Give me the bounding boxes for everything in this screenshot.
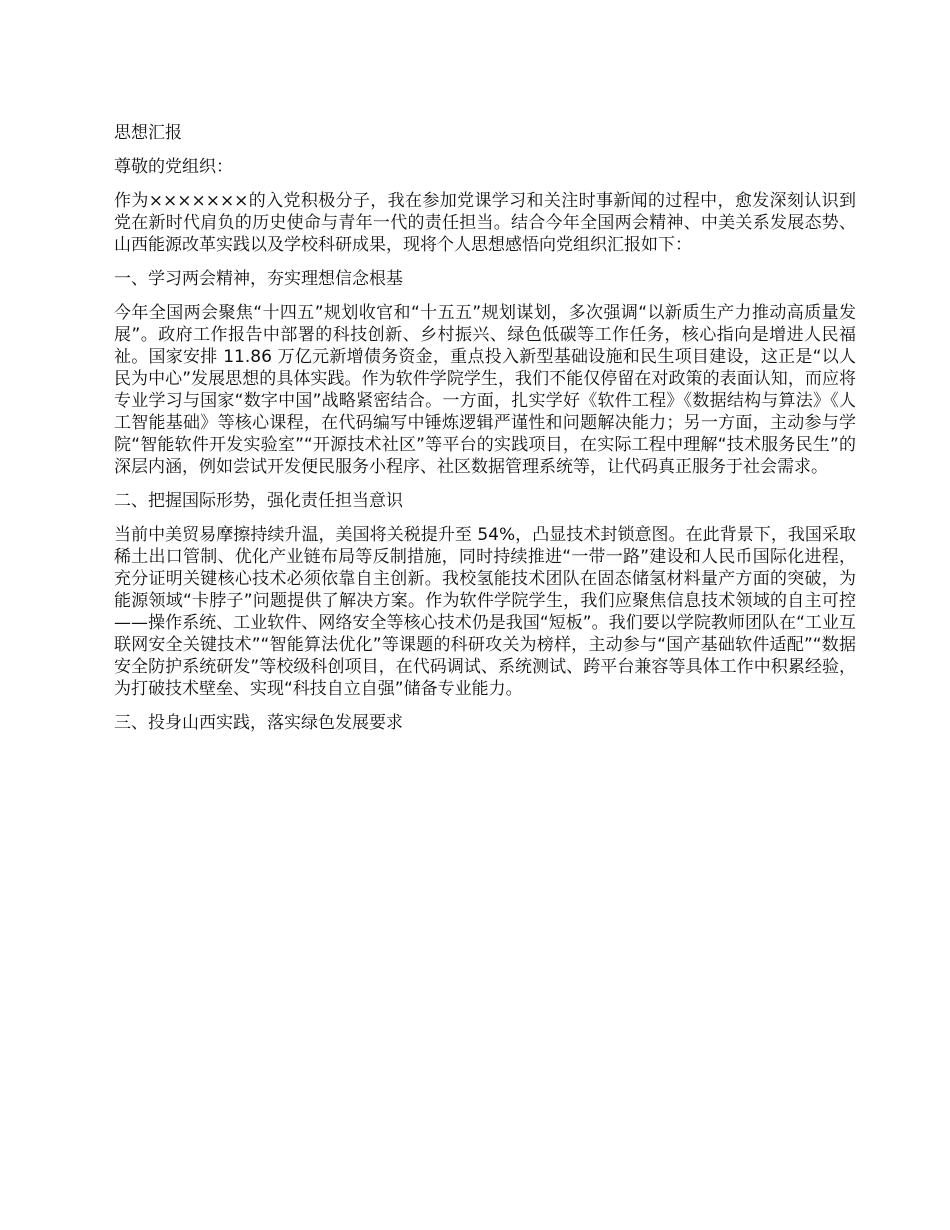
section-heading-3: 三、投身山西实践，落实绿色发展要求 — [114, 713, 403, 733]
section-heading-1: 一、学习两会精神，夯实理想信念根基 — [114, 269, 403, 289]
document-title: 思想汇报 — [114, 123, 182, 143]
salutation: 尊敬的党组织： — [114, 157, 233, 177]
intro-paragraph: 作为×××××××的入党积极分子，我在参加党课学习和关注时事新闻的过程中，愈发深刻认识到党在新时代肩负的历史使命与青年一代的责任担当。结合今年全国两会精神、中美关系发展态势、山西能源改革实践以及学校科研成果，现将个人思想感悟向党组织汇报如下： — [114, 191, 856, 255]
document-page — [114, 122, 856, 746]
section-body-1: 今年全国两会聚焦“十四五”规划收官和“十五五”规划谋划，多次强调“以新质生产力推动高质量发展”。政府工作报告中部署的科技创新、乡村振兴、绿色低碳等工作任务，核心指向是增进人民福祉。国家安排 11.86 万亿元新增债务资金，重点投入新型基础设施和民生项目建设，这正是“以人民为中心”发展思想的具体实践。作为软件学院学生，我们不能仅停留在对政策的表面认知，而应将专业学习与国家“数字中国”战略紧密结合。一方面，扎实学好《软件工程》《数据结构与算法》《人工智能基础》等核心课程，在代码编写中锤炼逻辑严谨性和问题解决能力；另一方面，主动参与学院“智能软件开发实验室”“开源技术社区”等平台的实践项目，在实际工程中理解“技术服务民生”的深层内涵，例如尝试开发便民服务小程序、社区数据管理系统等，让代码真正服务于社会需求。 — [114, 303, 856, 477]
section-body-2: 当前中美贸易摩擦持续升温，美国将关税提升至 54%，凸显技术封锁意图。在此背景下，我国采取稀土出口管制、优化产业链布局等反制措施，同时持续推进“一带一路”建设和人民币国际化进程，充分证明关键核心技术必须依靠自主创新。我校氢能技术团队在固态储氢材料量产方面的突破，为能源领域“卡脖子”问题提供了解决方案。作为软件学院学生，我们应聚焦信息技术领域的自主可控——操作系统、工业软件、网络安全等核心技术仍是我国“短板”。我们要以学院教师团队在“工业互联网安全关键技术”“智能算法优化”等课题的科研攻关为榜样，主动参与“国产基础软件适配”“数据安全防护系统研发”等校级科创项目，在代码调试、系统测试、跨平台兼容等具体工作中积累经验，为打破技术壁垒、实现“科技自立自强”储备专业能力。 — [114, 525, 856, 699]
section-heading-2: 二、把握国际形势，强化责任担当意识 — [114, 491, 403, 511]
